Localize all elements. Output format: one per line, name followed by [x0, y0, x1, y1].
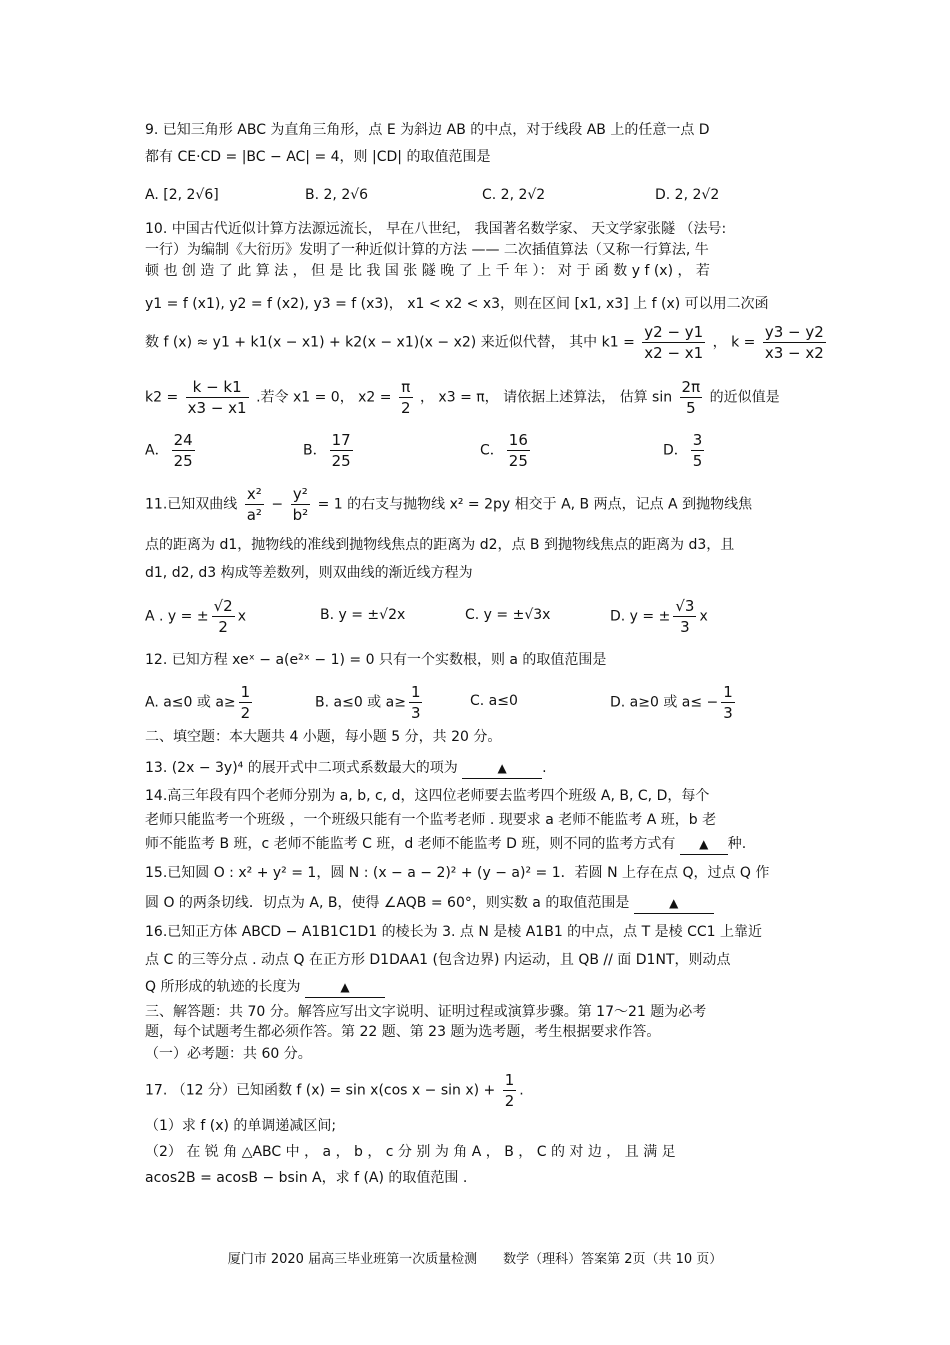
k1-numerator: y2 − y1	[644, 323, 704, 341]
q17-line1	[145, 1070, 810, 1111]
q11-option-d-fraction	[673, 596, 696, 637]
q16-line1: 16.已知正方体 ABCD − A1B1C1D1 的棱长为 3. 点 N 是棱 A1B1 的中点，点 T 是棱 CC1 上靠近	[145, 924, 762, 940]
q14-tail: 种.	[727, 836, 747, 852]
q10-line1: 10. 中国古代近似计算方法源远流长， 早在八世纪， 我国著名数学家、 天文学家张隧 （法号:	[145, 221, 727, 237]
q9-option-a: A. [2, 2√6]	[145, 187, 219, 203]
q13-answer-blank	[462, 758, 542, 779]
k1-fraction	[642, 322, 705, 363]
q11-option-d-tail: x	[699, 608, 708, 625]
q9-line2: 都有 CE·CD = |BC − AC| = 4，则 |CD| 的取值范围是	[145, 149, 491, 165]
section3-line1: 三、解答题：共 70 分。解答应写出文字说明、证明过程或演算步骤。第 17～21 题为必考	[145, 1004, 707, 1020]
q11-option-a-label: A . y = ±	[145, 608, 209, 625]
q15-line2	[145, 893, 810, 914]
k-denominator: x3 − x2	[764, 344, 824, 362]
sin-arg-fraction	[680, 377, 703, 418]
q10-option-d	[663, 430, 707, 471]
q13-tail: .	[542, 760, 547, 776]
q9-option-b: B. 2, 2√6	[305, 187, 369, 203]
q12-option-b-text: B. a≤0 或 a≥	[315, 694, 406, 711]
half-fraction	[503, 1070, 517, 1111]
q12-option-d-text: D. a≥0 或 a≤ −	[610, 694, 719, 711]
sin-numerator: 2π	[681, 378, 701, 396]
q10-option-c-fraction	[507, 430, 530, 471]
q16-line2: 点 C 的三等分点 . 动点 Q 在正方形 D1DAA1 (包含边界) 内运动，且 QB // 面 D1NT，则动点	[145, 952, 731, 968]
section3-line2: 题，每个试题考生都必须作答。第 22 题、第 23 题为选考题，考生根据要求作答。	[145, 1024, 661, 1040]
q10-line3: 顿 也 创 造 了 此 算 法 ， 但 是 比 我 国 张 隧 晚 了 上 千 年 ）： 对 于 函 数 y f (x) ， 若	[145, 263, 710, 279]
q10-option-c-label: C．	[480, 442, 504, 459]
q10-line4: y1 = f (x1), y2 = f (x2), y3 = f (x3)， x1 < x2 < x3，则在区间 [x1, x3] 上 f (x) 可以用二次函	[145, 296, 769, 312]
q17-line1-text: 17. （12 分）已知函数 f (x) = sin x(cos x − sin x) +	[145, 1082, 496, 1099]
q12-option-c: C. a≤0	[470, 693, 518, 709]
answer-marker-icon: ▲	[669, 896, 679, 910]
pi-numerator: π	[399, 377, 413, 398]
q10-line5	[145, 322, 824, 363]
q11-option-a-den: 2	[218, 618, 228, 636]
q12-option-d-num: 1	[723, 683, 733, 701]
q10-option-a-label: A．	[145, 442, 169, 459]
q12-option-b	[315, 682, 425, 723]
sin-denominator: 5	[686, 399, 696, 417]
k2-numerator: k − k1	[186, 377, 249, 398]
half-den: 2	[504, 1092, 515, 1110]
q10-option-a-fraction	[172, 430, 195, 471]
q10-option-b	[303, 430, 356, 471]
q11-option-a	[145, 596, 246, 637]
pi-denominator: 2	[400, 399, 411, 417]
k-numerator: y3 − y2	[764, 323, 824, 341]
k-fraction	[763, 322, 826, 363]
q15-line1: 15.已知圆 O : x² + y² = 1，圆 N : (x − a − 2)² + (y − a)² = 1．若圆 N 上存在点 Q，过点 Q 作	[145, 865, 770, 881]
q17-part1: （1）求 f (x) 的单调递减区间;	[145, 1118, 337, 1134]
q11-option-d	[610, 596, 708, 637]
q17-part2-line1: （2） 在 锐 角 △ABC 中 ， a ， b ， c 分 别 为 角 A ， B ， C 的 对 边 ， 且 满 足	[145, 1144, 676, 1160]
q12-option-b-num: 1	[410, 683, 421, 701]
q10-line6-end: 的近似值是	[709, 389, 780, 406]
k2-denominator: x3 − x1	[187, 399, 247, 417]
q17-line1-post: .	[519, 1082, 524, 1099]
q13-text: 13. (2x − 3y)⁴ 的展开式中二项式系数最大的项为	[145, 760, 458, 776]
q12-option-a-text: A. a≤0 或 a≥	[145, 694, 236, 711]
q14-line3	[145, 834, 810, 855]
half-num: 1	[504, 1071, 515, 1089]
answer-marker-icon: ▲	[497, 761, 507, 775]
q11-option-d-label: D. y = ±	[610, 608, 671, 625]
q12-option-d-den: 3	[723, 704, 733, 722]
hyperbola-x-term	[245, 484, 264, 525]
q11-option-a-tail: x	[237, 608, 246, 625]
q10-option-d-num: 3	[692, 431, 703, 449]
q10-option-c-num: 16	[508, 431, 528, 449]
q10-line5-text: 数 f (x) ≈ y1 + k1(x − x1) + k2(x − x1)(x − x2) 来近似代替， 其中 k1 =	[145, 334, 635, 351]
q10-line6	[145, 377, 810, 418]
q11-line1-post: = 1 的右支与抛物线 x² = 2py 相交于 A, B 两点，记点 A 到抛物线焦	[317, 496, 753, 513]
q9-line1: 9. 已知三角形 ABC 为直角三角形，点 E 为斜边 AB 的中点，对于线段 AB 上的任意一点 D	[145, 122, 710, 138]
q11-line3: d1, d2, d3 构成等差数列，则双曲线的渐近线方程为	[145, 565, 473, 581]
answer-marker-icon: ▲	[340, 980, 350, 994]
q10-option-c	[480, 430, 533, 471]
q16-line3-text: Q 所形成的轨迹的长度为	[145, 979, 301, 995]
q10-option-b-num: 17	[331, 431, 351, 449]
q11-option-a-fraction	[212, 596, 235, 637]
q10-option-a-den: 25	[173, 452, 193, 470]
q10-option-b-den: 25	[331, 452, 351, 470]
q10-line6-mid: .若令 x1 = 0， x2 =	[256, 389, 392, 406]
q14-line1: 14.高三年段有四个老师分别为 a, b, c, d，这四位老师要去监考四个班级 A, B, C, D，每个	[145, 788, 710, 804]
hy-den: b²	[292, 506, 309, 524]
hx-den: a²	[246, 506, 262, 524]
page-footer: 厦门市 2020 届高三毕业班第一次质量检测 数学（理科）答案第 2页（共 10 页）	[227, 1252, 723, 1267]
q11-option-a-num: √2	[213, 597, 233, 615]
k-label: ， k =	[712, 334, 756, 351]
section3-line3: （一）必考题：共 60 分。	[145, 1046, 312, 1062]
q10-option-d-den: 5	[692, 452, 703, 470]
q12-option-b-fraction	[409, 682, 423, 723]
hy-num: y²	[291, 484, 311, 505]
q10-option-a	[145, 430, 198, 471]
q16-answer-blank	[305, 977, 385, 998]
q9-option-c: C. 2, 2√2	[482, 187, 546, 203]
q12-option-a-den: 2	[240, 704, 251, 722]
q16-line3	[145, 977, 810, 998]
q10-option-c-den: 25	[508, 452, 528, 470]
answer-marker-icon: ▲	[699, 837, 709, 851]
q12-option-d	[610, 682, 738, 723]
q14-line2: 老师只能监考一个班级 ，一个班级只能有一个监考老师 . 现要求 a 老师不能监考 A 班，b 老	[145, 812, 717, 828]
k2-fraction	[186, 377, 249, 418]
q9-option-d: D. 2, 2√2	[655, 187, 720, 203]
q11-option-c: C. y = ±√3x	[465, 607, 551, 623]
q12-option-a	[145, 682, 255, 723]
q10-option-a-num: 24	[173, 431, 193, 449]
q12-line1: 12. 已知方程 xeˣ − a(e²ˣ − 1) = 0 只有一个实数根，则 a 的取值范围是	[145, 652, 607, 668]
q10-line2: 一行）为编制《大衍历》发明了一种近似计算的方法 —— 二次插值算法（又称一行算法, 牛	[145, 242, 709, 258]
k2-label: k2 =	[145, 389, 179, 406]
q15-answer-blank	[634, 893, 714, 914]
q12-option-b-den: 3	[410, 704, 421, 722]
q11-option-b: B. y = ±√2x	[320, 607, 406, 623]
q10-option-d-label: D．	[663, 442, 688, 459]
q17-part2-line2: acos2B = acosB − bsin A，求 f (A) 的取值范围 .	[145, 1170, 468, 1186]
q15-line2-text: 圆 O 的两条切线．切点为 A, B，使得 ∠AQB = 60°，则实数 a 的取值范围是	[145, 895, 630, 911]
q10-option-d-fraction	[691, 430, 705, 471]
q14-answer-blank	[680, 834, 728, 855]
q12-option-d-fraction	[721, 682, 735, 723]
q11-line2: 点的距离为 d1，抛物线的准线到抛物线焦点的距离为 d2，点 B 到抛物线焦点的距离为 d3，且	[145, 537, 735, 553]
q10-option-b-label: B．	[303, 442, 327, 459]
q11-line1-pre: 11.已知双曲线	[145, 496, 238, 513]
q13-line	[145, 758, 810, 779]
hx-num: x²	[245, 484, 264, 505]
q10-line6-mid2: ， x3 = π， 请依据上述算法， 估算 sin	[419, 389, 673, 406]
q11-option-d-den: 3	[680, 618, 690, 636]
q14-line3-text: 师不能监考 B 班，c 老师不能监考 C 班，d 老师不能监考 D 班，则不同的监考方式有	[145, 836, 676, 852]
q10-option-b-fraction	[330, 430, 353, 471]
k1-denominator: x2 − x1	[644, 344, 704, 362]
q11-option-d-num: √3	[675, 597, 695, 615]
q12-option-a-num: 1	[240, 683, 251, 701]
section2-heading: 二、填空题：本大题共 4 小题，每小题 5 分，共 20 分。	[145, 729, 502, 745]
hyperbola-y-term	[291, 484, 311, 525]
q12-option-a-fraction	[239, 682, 253, 723]
pi-half-fraction	[399, 377, 413, 418]
q11-line1: 11.已知双曲线 $\frac{\text{x²}}{\text{a²}}$ − $\frac{\text{y²}}{\text{b²}}$ = 1 的右支与抛物线 x² = 2py 相交于 A, B 两点，记点 A 到抛物线焦	[145, 485, 753, 524]
